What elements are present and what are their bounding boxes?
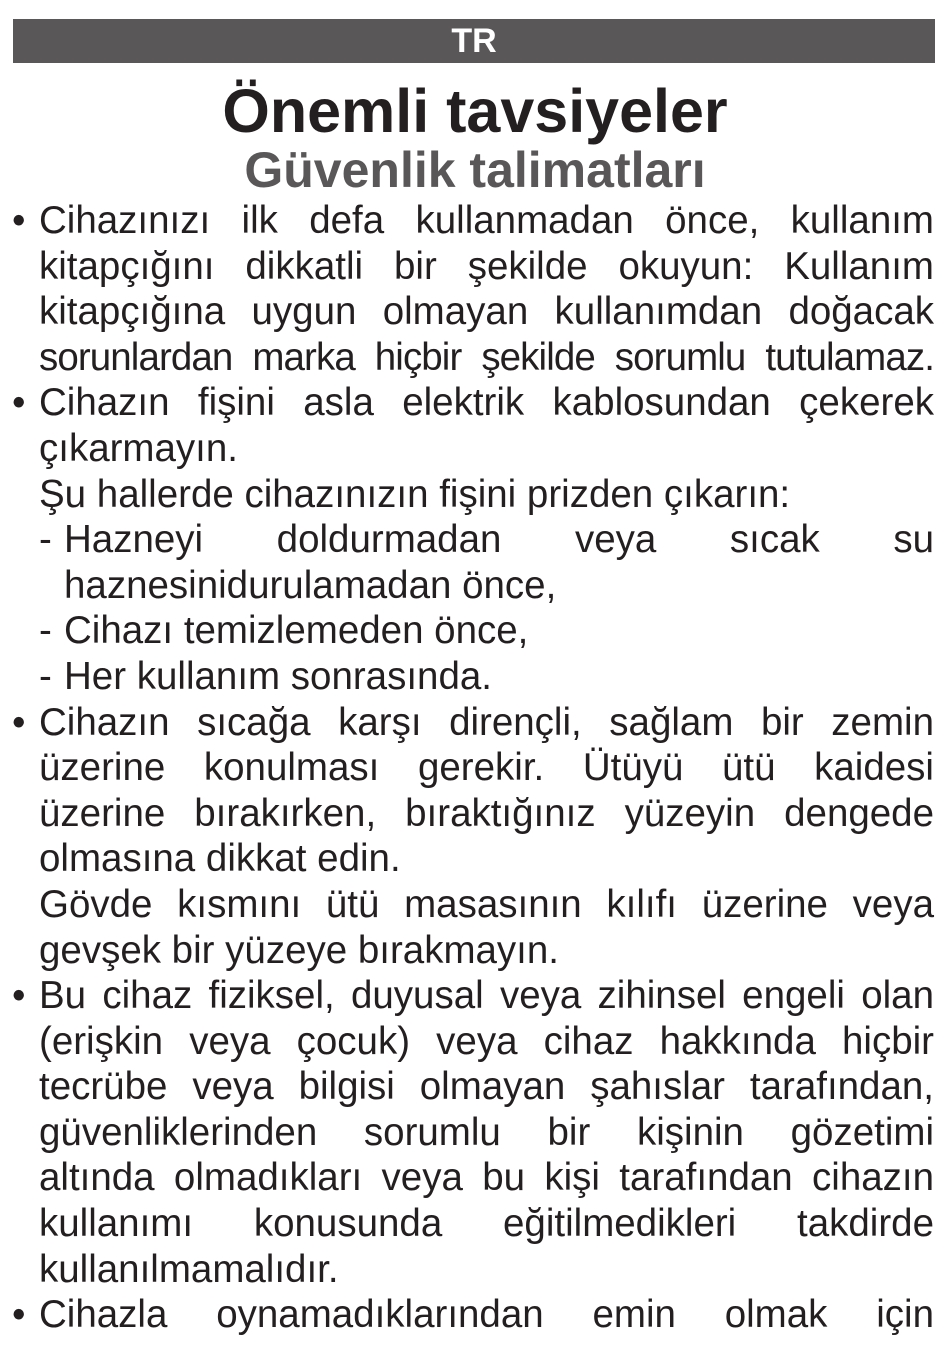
instruction-line: kullanılmamalıdır. (39, 1247, 339, 1291)
instruction-line: (erişkin veya çocuk) veya cihaz hakkında hiçbir (39, 1019, 934, 1063)
instruction-line: üzerine konulması gerekir. Ütüyü ütü kaidesi (39, 746, 934, 790)
instruction-line: güvenliklerinden sorumlu bir kişinin gözetimi (39, 1110, 934, 1154)
instruction-item (12, 198, 934, 380)
sub-item (12, 654, 934, 700)
instruction-line: kitapçığına uygun olmayan kullanımdan doğacak (39, 290, 934, 334)
bullet-marker: • (12, 381, 26, 425)
instruction-line: Cihazın sıcağa karşı dirençli, sağlam bir zemin (39, 700, 934, 744)
instruction-note: Şu hallerde cihazınızın fişini prizden çıkarın: (39, 472, 791, 516)
instruction-note: Gövde kısmını ütü masasının kılıfı üzerine veya (39, 882, 934, 926)
instruction-line: Cihazla oynamadıklarından emin olmak için (39, 1293, 934, 1337)
language-code: TR (451, 22, 497, 60)
sub-item (12, 608, 934, 654)
dash-marker: - (39, 518, 52, 562)
instruction-line: kitapçığını dikkatli bir şekilde okuyun: Kullanım (39, 244, 934, 288)
sub-item-line: Her kullanım sonrasında. (64, 654, 492, 698)
language-bar (13, 19, 935, 63)
instruction-line: Cihazınızı ilk defa kullanmadan önce, kullanım (39, 199, 934, 242)
instruction-line: üzerine bırakırken, bıraktığınız yüzeyin dengede (39, 791, 934, 835)
sub-item-line: Cihazı temizlemeden önce, (64, 609, 529, 653)
instruction-line: olmasına dikkat edin. (39, 837, 401, 881)
instruction-line: tecrübe veya bilgisi olmayan şahıslar tarafından, (39, 1065, 934, 1109)
instruction-line: Bu cihaz fiziksel, duyusal veya zihinsel engeli olan (39, 974, 934, 1018)
page-subtitle: Güvenlik talimatları (244, 142, 706, 198)
instruction-item (12, 1292, 934, 1338)
safety-instructions (12, 198, 934, 1338)
bullet-marker: • (12, 974, 26, 1018)
instruction-note: gevşek bir yüzeye bırakmayın. (39, 928, 559, 972)
sub-item-line: Hazneyi doldurmadan veya sıcak su (64, 518, 934, 562)
bullet-marker: • (12, 1293, 26, 1337)
page-title: Önemli tavsiyeler (222, 77, 728, 145)
instruction-line: sorunlardan marka hiçbir şekilde sorumlu tutulamaz. (39, 335, 934, 379)
instruction-line: çıkarmayın. (39, 426, 238, 470)
instruction-line: kullanımı konusunda eğitilmedikleri takdirde (39, 1202, 934, 1246)
instruction-line: Cihazın fişini asla elektrik kablosundan çekerek (39, 381, 934, 425)
sub-item-line: haznesinidurulamadan önce, (64, 563, 557, 607)
instruction-item (12, 973, 934, 1292)
bullet-marker: • (12, 700, 26, 744)
dash-marker: - (39, 654, 52, 698)
instruction-line: altında olmadıkları veya bu kişi tarafından cihazın (39, 1156, 934, 1200)
sub-item (12, 517, 934, 608)
dash-marker: - (39, 609, 52, 653)
bullet-marker: • (12, 199, 26, 242)
instruction-item (12, 700, 934, 974)
instruction-item (12, 380, 934, 517)
